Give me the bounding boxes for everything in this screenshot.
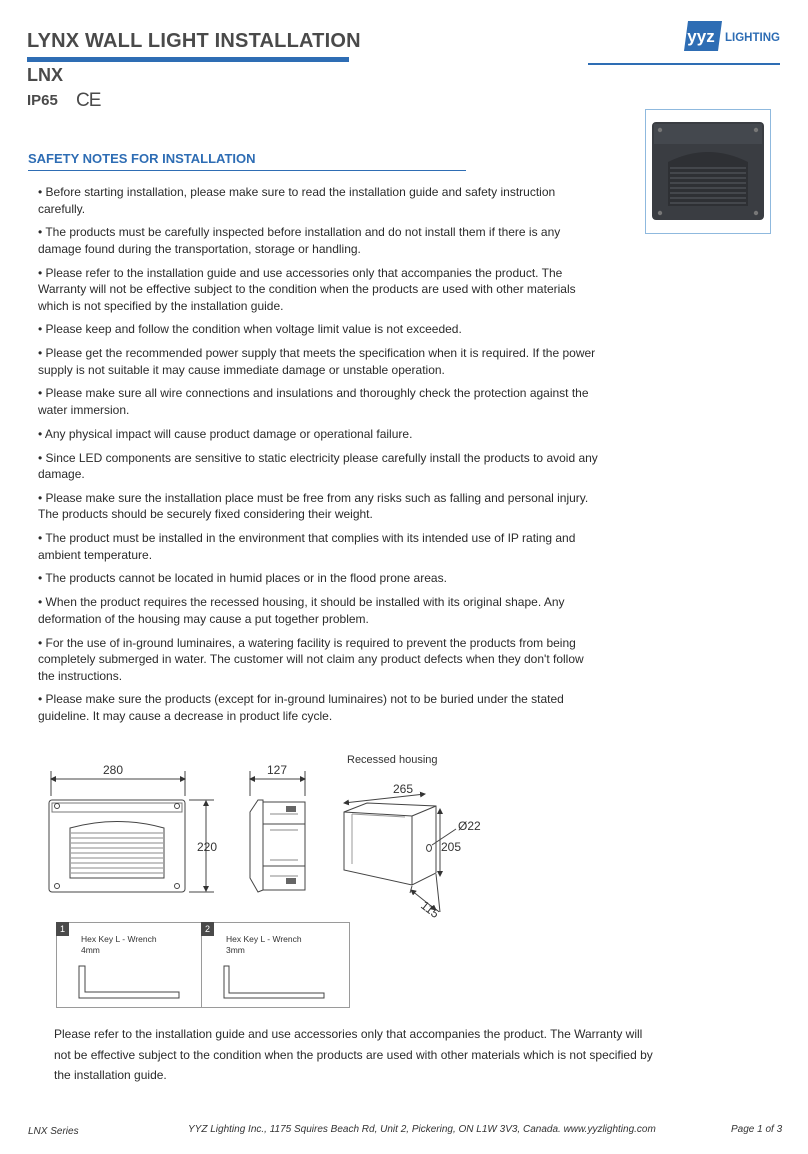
model-code: LNX: [27, 65, 63, 85]
safety-note: • When the product requires the recessed housing, it should be installed with its original shape. Any deformation of the housing may cause a put together problem.: [38, 595, 565, 626]
tool-box: [56, 922, 202, 1008]
safety-note: • For the use of in-ground luminaires, a watering facility is required to prevent the products from being completely submerged in water. The customer will not claim any product defects when they don't follow the instructions.: [38, 635, 584, 683]
safety-note: • Before starting installation, please make sure to read the installation guide and safety instruction carefully.: [38, 185, 556, 216]
safety-note: • Any physical impact will cause product damage or operational failure.: [38, 426, 413, 441]
tool-number: 2: [201, 922, 214, 936]
ip-rating: IP65: [27, 92, 58, 109]
side-view-drawing: [250, 771, 305, 892]
hole-diameter-label: Ø22: [458, 819, 481, 833]
warranty-note: Please refer to the installation guide and use accessories only that accompanies the product. The Warranty will not be effective subject to the condition when the products are used with other materials which is not specified by the installation guide.: [54, 1027, 653, 1082]
safety-heading-underline: [28, 170, 466, 171]
logo-brand: yyz: [687, 27, 715, 46]
tool-size: 4mm: [81, 945, 100, 955]
logo-underline: [588, 63, 780, 65]
yyz-lighting-logo: [684, 18, 784, 54]
safety-heading: SAFETY NOTES FOR INSTALLATION: [28, 151, 256, 166]
title-underline: [27, 57, 349, 62]
footer-series: LNX Series: [28, 1126, 79, 1137]
tool-number: 1: [56, 922, 69, 936]
page-title: LYNX WALL LIGHT INSTALLATION: [27, 30, 361, 52]
ce-mark-icon: CE: [76, 90, 101, 111]
safety-notes-list: [38, 184, 598, 732]
logo-word: LIGHTING: [725, 32, 780, 44]
safety-note: • Please make sure the installation place must be free from any risks such as falling and personal injury. The products should be securely fixed considering their weight.: [38, 490, 589, 522]
safety-note: • The products must be carefully inspected before installation and do not install them if there is any damage found during the transportation, storage or handling.: [38, 225, 561, 256]
front-view-drawing: [49, 771, 214, 892]
tool-box: [202, 922, 350, 1008]
tool-name: Hex Key L - Wrench: [81, 934, 157, 944]
tool-size: 3mm: [226, 945, 245, 955]
footer-page-number: Page 1 of 3: [731, 1124, 783, 1135]
safety-note: • The product must be installed in the environment that complies with its intended use of IP rating and ambient temperature.: [38, 531, 576, 562]
safety-note: • Since LED components are sensitive to static electricity please carefully install the products to avoid any damage.: [38, 450, 598, 482]
housing-height-label: 205: [441, 840, 462, 854]
side-depth-label: 127: [266, 763, 288, 777]
safety-note: • Please keep and follow the condition when voltage limit value is not exceeded.: [38, 322, 462, 337]
housing-width-label: 265: [392, 782, 414, 796]
footer-address: YYZ Lighting Inc., 1175 Squires Beach Rd, Unit 2, Pickering, ON L1W 3V3, Canada. www.yyzlighting.com: [188, 1124, 656, 1135]
hex-key-icon: [222, 965, 328, 1001]
safety-note: • Please make sure the products (except for in-ground luminaires) not to be buried under the stated guideline. It may cause a decrease in product life cycle.: [38, 692, 564, 723]
tool-name: Hex Key L - Wrench: [226, 934, 302, 944]
housing-depth-label: 115: [418, 898, 442, 921]
hex-key-icon: [77, 965, 183, 1001]
safety-note: • The products cannot be located in humid places or in the flood prone areas.: [38, 571, 447, 586]
housing-drawing: [344, 794, 456, 912]
product-photo: [645, 109, 771, 234]
housing-label: Recessed housing: [347, 754, 438, 766]
wall-light-image: [646, 110, 770, 233]
safety-note: • Please get the recommended power supply that meets the specification when it is required. If the power supply is not suitable it may cause immediate damage or unstable operation.: [38, 346, 596, 377]
safety-note: • Please refer to the installation guide and use accessories only that accompanies the product. The Warranty will not be effective subject to the condition when the products are used with other materials which is not specified by the installation guide.: [38, 265, 576, 313]
front-height-label: 220: [197, 840, 218, 854]
safety-note: • Please make sure all wire connections and insulations and thoroughly check the protection against the water immersion.: [38, 386, 589, 417]
front-width-label: 280: [102, 763, 124, 777]
